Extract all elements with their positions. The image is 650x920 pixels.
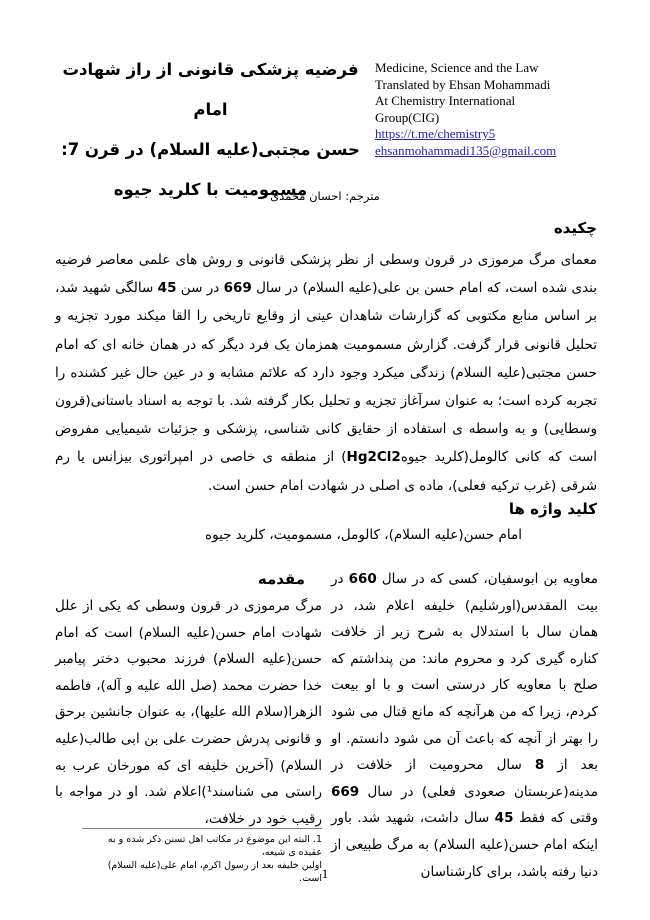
intro-column-right <box>331 566 598 885</box>
abstract-body: معمای مرگ مرموزی در قرون وسطی از نظر پزشکی قانونی و روش های علمی معاصر فرضیه بندی شده است، که امام حسن بن علی(علیه السلام) در سال 669 در سن 45 سالگی شهید شد، بر اساس منابع مکتوبی که گزارشات شاهدان عینی از وقایع تاریخی را القا میکند مورد تجزیه و تحلیل قانونی قرار گرفت. گزارش مسمومیت همزمان یک فرد دیگر که در همان خانه ای که امام حسن مجتبی(علیه السلام) زندگی میکرد وجود دارد که علائم مشابه و در عین حال غیر کشنده را تجربه کرده است؛ به عنوان سرآغاز تجزیه و تحلیل بکار گرفته شد. با توجه به اسناد باستانی(قرون وسطایی) و به واسطه ی استفاده از حقایق کانی شناسی، پزشکی و جزئیات شیمیایی مفروض است که کانی کالومل(کلرید جیوهHg2Cl2) از منطقه ی خاصی در امپراتوری بیزانس یا رم شرقی (غرب ترکیه فعلی)، ماده ی اصلی در شهادت امام حسن است. <box>55 252 598 494</box>
credits-journal: Medicine, Science and the Law <box>375 60 539 75</box>
footnote-line1: 1. البته این موضوع در مکاتب اهل تسنن ذکر شده و به عقیده ی شیعه، <box>107 834 322 859</box>
keywords-heading: کلید واژه ها <box>508 500 597 518</box>
abstract-heading: چکیده <box>553 219 597 237</box>
email-link[interactable]: ehsanmohammadi135@gmail.com <box>375 142 557 158</box>
paper-title <box>58 50 363 210</box>
introduction-heading: مقدمه <box>257 570 305 588</box>
intro-text-left: مرگ مرموزی در قرون وسطی که یکی از علل شهادت امام حسن(علیه السلام) است که امام حسن(علیه السلام) فرزند محبوب دختر پیامبر خدا حضرت محمد (صل الله علیه و آله)، فاطمه الزهرا(سلام الله علیها)، به عنوان جانشین برحق و قانونی پدرش حضرت علی بن ابی طالب(علیه السلام) (آخرین خلیفه ای که مورخان عرب به راستی می شناسند¹)اعلام شد. او در مواجه با رقیب خود در خلافت، <box>55 598 322 827</box>
credits-group: At Chemistry International <box>375 93 516 108</box>
credits-group2: Group(CIG) <box>375 109 440 125</box>
paper-title-line2: حسن مجتبی(علیه السلام) در قرن 7: <box>61 140 360 159</box>
page-number: 1 <box>321 866 329 881</box>
introduction-section <box>55 566 598 885</box>
translation-credits <box>375 60 603 159</box>
footnote-separator <box>82 828 322 829</box>
intro-column-left <box>55 566 322 885</box>
footnote-line2: اولین خلیفه بعد از رسول اکرم، امام علی(علیه السلام) است. <box>107 860 322 885</box>
intro-text-right: معاویه بن ابوسفیان، کسی که در سال 660 در بیت المقدس(اورشلیم) خلیفه اعلام شد، در همان سال با استدلال به شرح زیر از خلافت کناره گیری کرد و محروم ماند: من پنداشتم که صلح با معاویه کار درستی است و با او بیعت کردم، زیرا که من هرآنچه که مانع قتال می شود را بهتر از آنچه که باعث آن می شود دانستم. او بعد از 8 سال محرومیت از خلافت در مدینه(عربستان صعودی فعلی) در سال 669 وقتی که فقط 45 سال داشت، شهید شد. باور اینکه امام حسن(علیه السلام) به مرگ طبیعی از دنیا رفته باشد، برای کارشناسان <box>331 571 599 880</box>
telegram-link[interactable]: https://t.me/chemistry5 <box>375 126 496 141</box>
keywords-list: امام حسن(علیه السلام)، کالومل، مسمومیت، کلرید جیوه <box>205 527 522 543</box>
paper-title-line1: فرضیه پزشکی قانونی از راز شهادت امام <box>62 60 359 119</box>
translator-byline: مترجم: احسان محمدی <box>270 189 380 203</box>
paper-title-line3: مسمومیت با کلرید جیوه <box>113 180 308 199</box>
credits-translator: Translated by Ehsan Mohammadi <box>375 76 551 92</box>
